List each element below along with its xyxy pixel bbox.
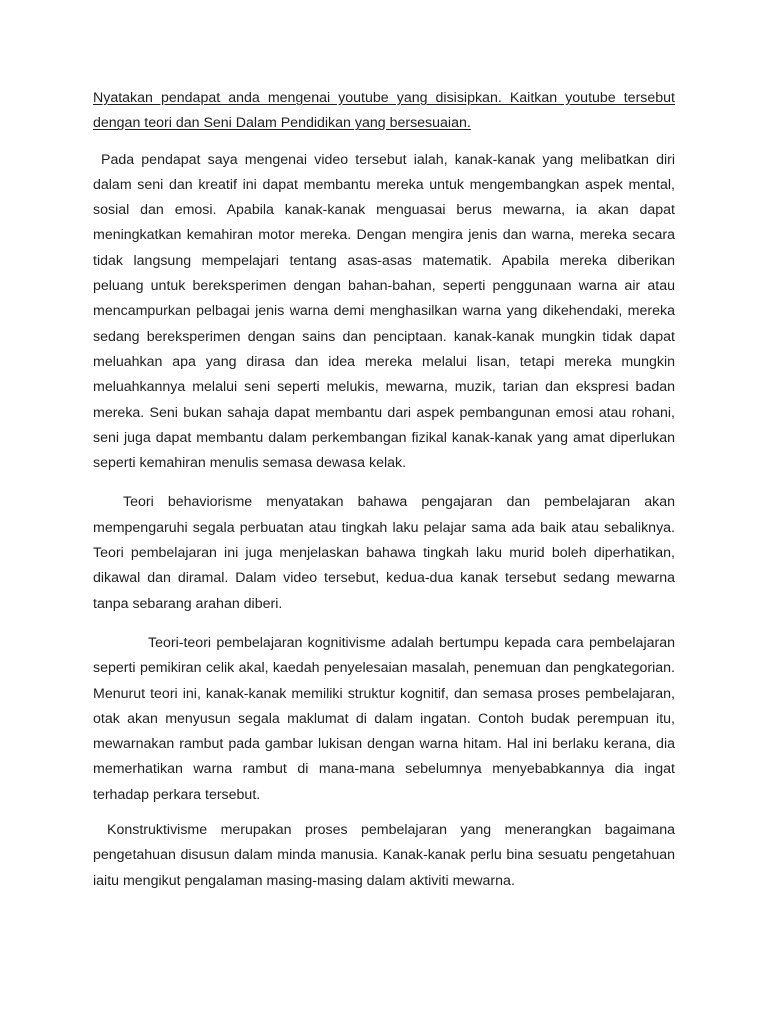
paragraph-opinion: Pada pendapat saya mengenai video tersebut ialah, kanak-kanak yang melibatkan diri dalam seni dan kreatif ini dapat membantu mereka untuk mengembangkan aspek mental, sosial dan emosi. Apabila kanak-kanak menguasai berus mewarna, ia akan dapat meningkatkan kemahiran motor mereka. Dengan mengira jenis dan warna, mereka secara tidak langsung mempelajari tentang asas-asas matematik. Apabila mereka diberikan peluang untuk bereksperimen dengan bahan-bahan, seperti penggunaan warna air atau mencampurkan pelbagai jenis warna demi menghasilkan warna yang dikehendaki, mereka sedang bereksperimen dengan sains dan penciptaan. kanak-kanak mungkin tidak dapat meluahkan apa yang dirasa dan idea mereka melalui lisan, tetapi mereka mungkin meluahkannya melalui seni seperti melukis, mewarna, muzik, tarian dan ekspresi badan mereka. Seni bukan sahaja dapat membantu dari aspek pembangunan emosi atau rohani, seni juga dapat membantu dalam perkembangan fizikal kanak-kanak yang amat diperlukan seperti kemahiran menulis semasa dewasa kelak. (93, 151, 675, 472)
paragraph-behaviorism: Teori behaviorisme menyatakan bahawa pengajaran dan pembelajaran akan mempengaruhi segala perbuatan atau tingkah laku pelajar sama ada baik atau sebaliknya. Teori pembelajaran ini juga menjelaskan bahawa tingkah laku murid boleh diperhatikan, dikawal dan diramal. Dalam video tersebut, kedua-dua kanak tersebut sedang mewarna tanpa sebarang arahan diberi. (93, 494, 675, 612)
document-page (93, 86, 675, 904)
paragraph-cognitivism: Teori-teori pembelajaran kognitivisme adalah bertumpu kepada cara pembelajaran seperti pemikiran celik akal, kaedah penyelesaian masalah, penemuan dan pengkategorian. Menurut teori ini, kanak-kanak memiliki struktur kognitif, dan semasa proses pembelajaran, otak akan menyusun segala maklumat di dalam ingatan. Contoh budak perempuan itu, mewarnakan rambut pada gambar lukisan dengan warna hitam. Hal ini berlaku kerana, dia memerhatikan warna rambut di mana-mana sebelumnya menyebabkannya dia ingat terhadap perkara tersebut. (93, 634, 675, 803)
question-heading: Nyatakan pendapat anda mengenai youtube yang disisipkan. Kaitkan youtube tersebut dengan teori dan Seni Dalam Pendidikan yang bersesuaian. (93, 90, 675, 132)
paragraph-constructivism: Konstruktivisme merupakan proses pembelajaran yang menerangkan bagaimana pengetahuan disusun dalam minda manusia. Kanak-kanak perlu bina sesuatu pengetahuan iaitu mengikut pengalaman masing-masing dalam aktiviti mewarna. (93, 822, 675, 889)
